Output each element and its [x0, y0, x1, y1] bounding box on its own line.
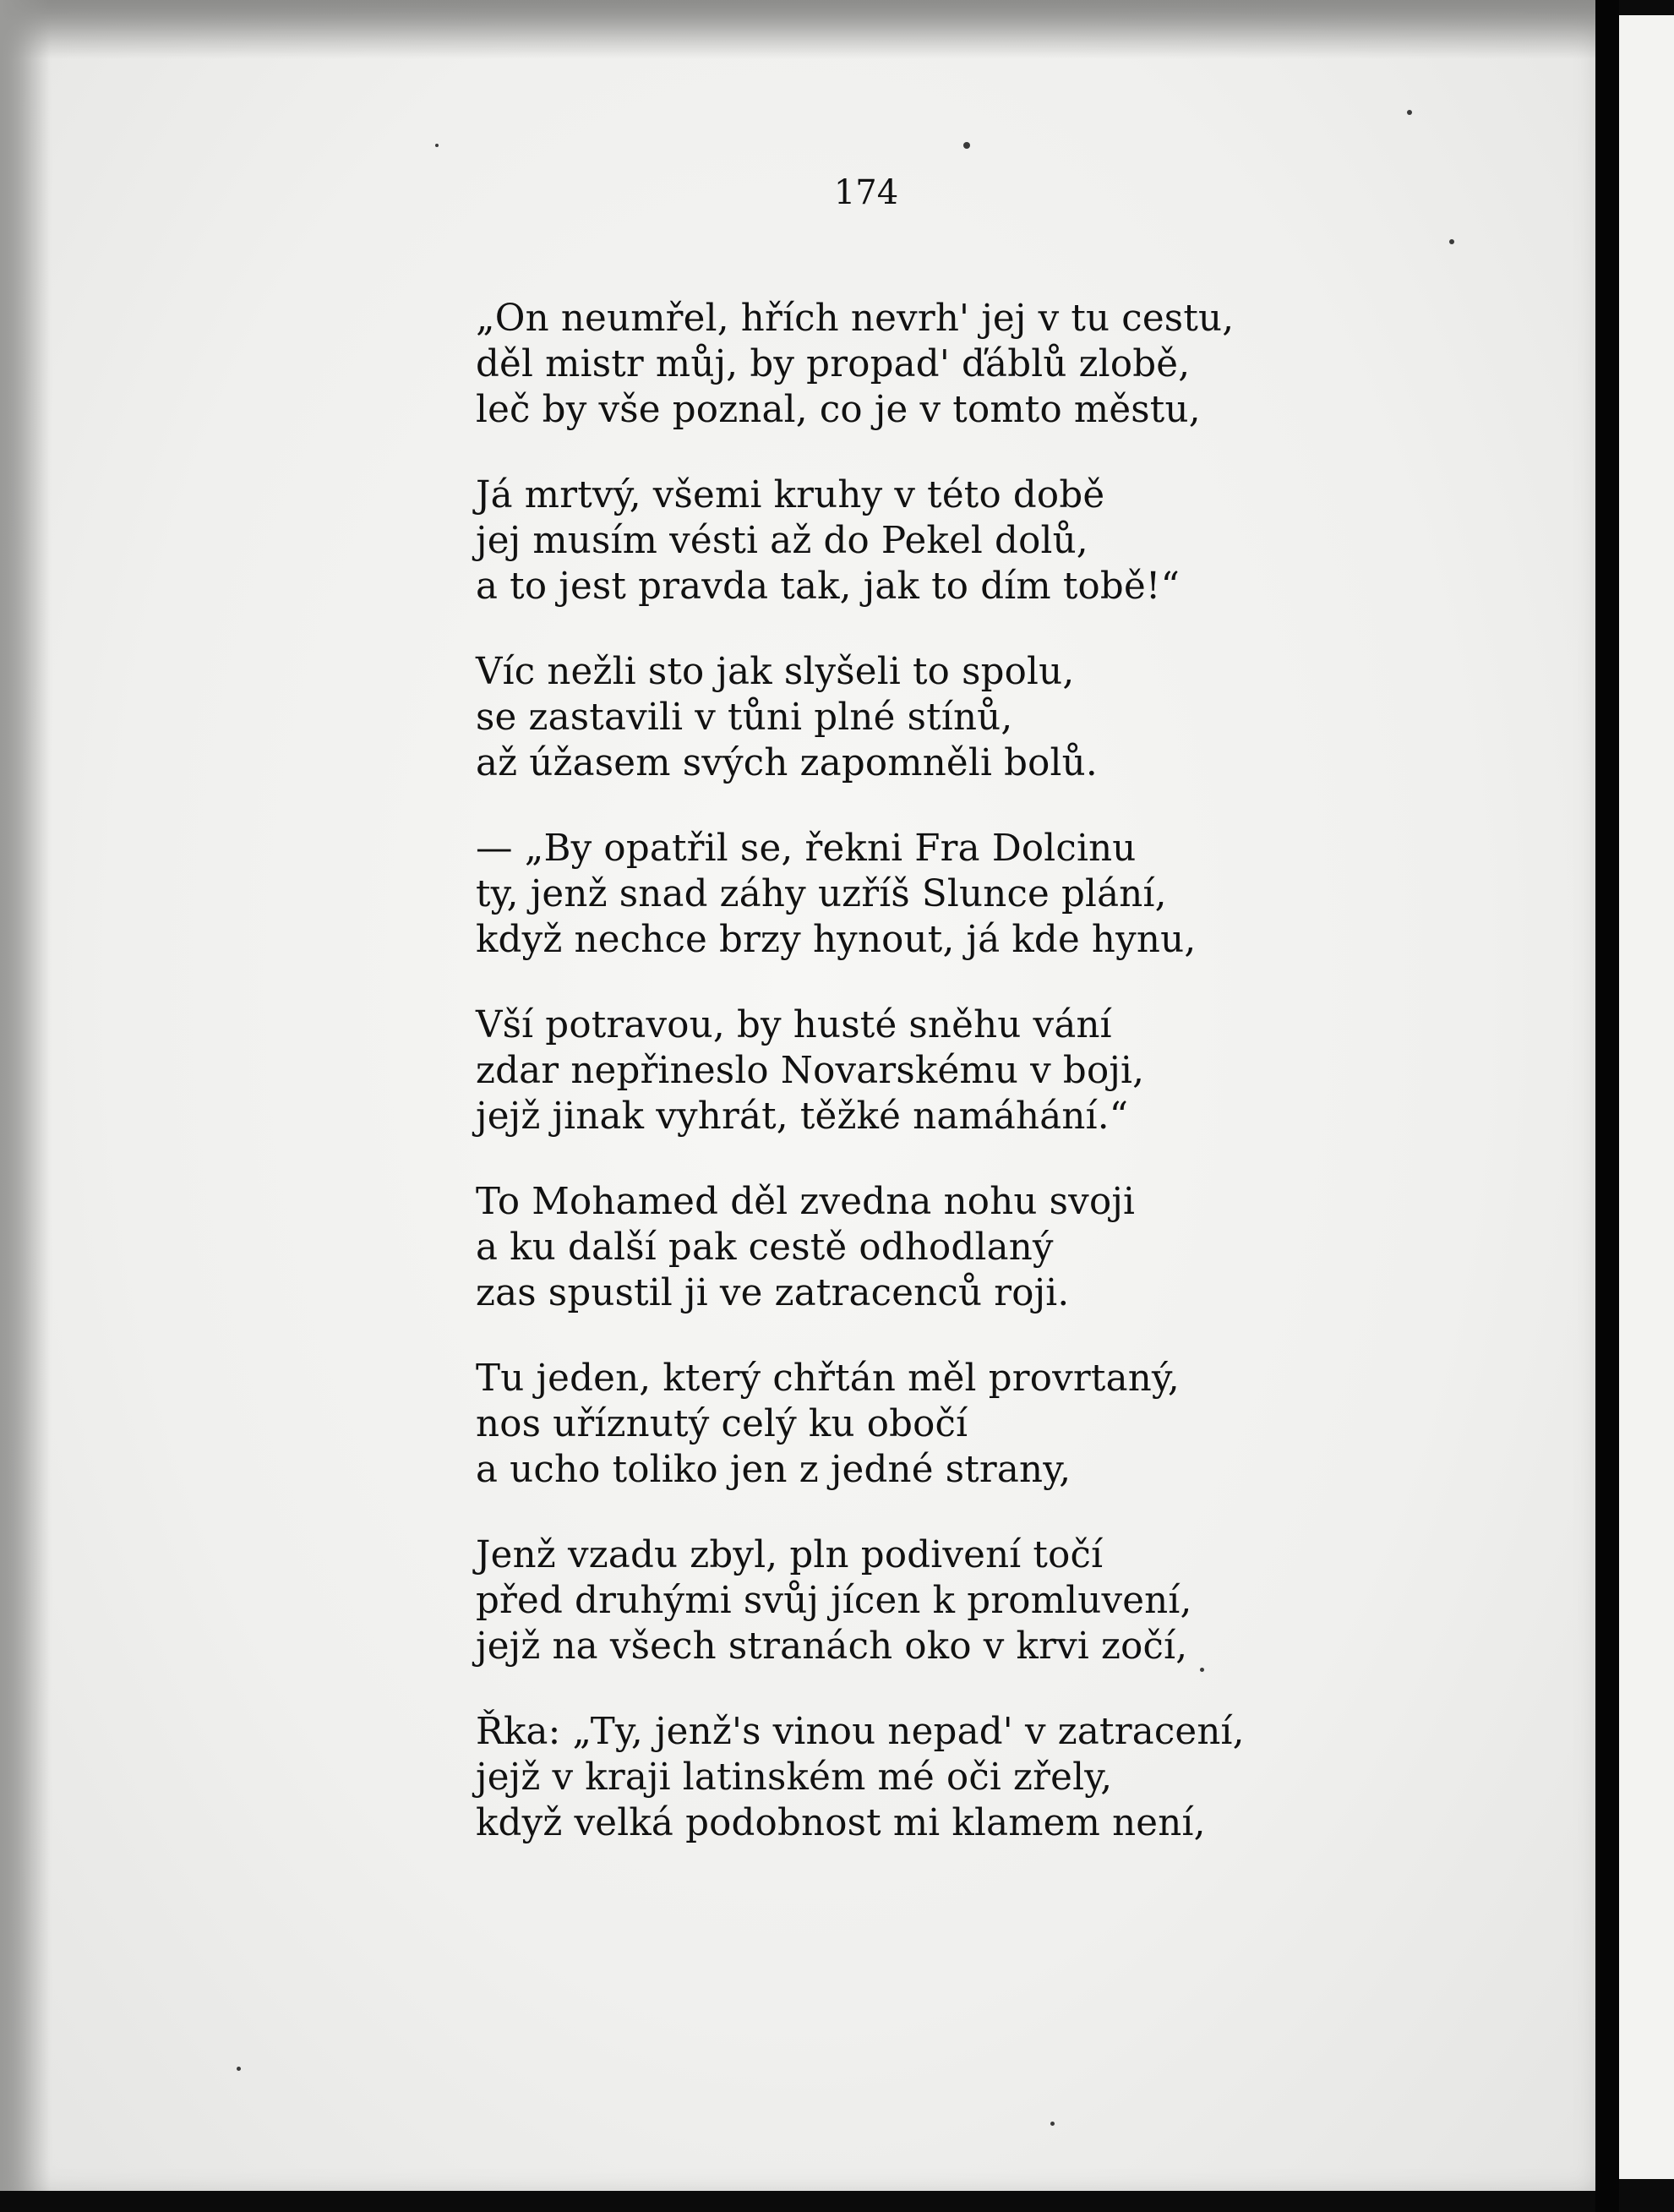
stanza — [476, 1709, 1405, 1846]
book-gutter — [1595, 0, 1619, 2212]
verse-line: „On neumřel, hřích nevrh' jej v tu cestu, — [476, 298, 1235, 340]
dust-speck — [1449, 239, 1454, 244]
verse-line: až úžasem svých zapomněli bolů. — [476, 742, 1098, 784]
dust-speck — [435, 144, 439, 147]
verse-line: se zastavili v tůni plné stínů, — [476, 696, 1013, 739]
verse-line: zdar nepřineslo Novarskému v boji, — [476, 1050, 1145, 1092]
verse-line: a ku další pak cestě odhodlaný — [476, 1226, 1054, 1269]
dust-speck — [963, 142, 970, 149]
page-number: 174 — [833, 173, 899, 212]
next-page-edge — [1619, 15, 1674, 2179]
verse-line: když velká podobnost mi klamem není, — [476, 1802, 1206, 1844]
verse-line: jejž na všech stranách oko v krvi zočí, — [476, 1625, 1188, 1668]
verse-line: když nechce brzy hynout, já kde hynu, — [476, 919, 1197, 961]
verse-line: Vší potravou, by husté sněhu vání — [476, 1004, 1112, 1046]
verse-line: Já mrtvý, všemi kruhy v této době — [476, 474, 1105, 516]
verse-line: před druhými svůj jícen k promluvení, — [476, 1580, 1192, 1622]
stanza — [476, 472, 1405, 609]
verse-line: nos uříznutý celý ku obočí — [476, 1403, 968, 1445]
verse-line: zas spustil ji ve zatracenců roji. — [476, 1272, 1070, 1314]
verse-line: jej musím vésti až do Pekel dolů, — [476, 520, 1088, 562]
verse-line: ty, jenž snad záhy uzříš Slunce plání, — [476, 873, 1167, 915]
stanza — [476, 296, 1405, 433]
verse-line: jejž jinak vyhrát, těžké namáhání.“ — [476, 1095, 1129, 1138]
verse-line: Jenž vzadu zbyl, pln podivení točí — [476, 1534, 1104, 1576]
stanza — [476, 1356, 1405, 1493]
dust-speck — [1407, 110, 1412, 115]
page-left-shadow — [0, 0, 51, 2191]
verse-line: Víc nežli sto jak slyšeli to spolu, — [476, 651, 1075, 693]
verse-line: a ucho toliko jen z jedné strany, — [476, 1449, 1071, 1491]
verse-line: leč by vše poznal, co je v tomto městu, — [476, 389, 1201, 431]
stanza — [476, 649, 1405, 786]
stanza — [476, 1179, 1405, 1316]
verse-line: jejž v kraji latinském mé oči zřely, — [476, 1756, 1113, 1799]
verse-line: To Mohamed děl zvedna nohu svoji — [476, 1181, 1136, 1223]
dust-speck — [1050, 2122, 1055, 2126]
poem-text — [476, 296, 1405, 1886]
verse-line: Řka: „Ty, jenž's vinou nepad' v zatracení, — [476, 1711, 1245, 1753]
page-top-shadow — [0, 0, 1595, 59]
verse-line: děl mistr můj, by propad' ďáblů zlobě, — [476, 343, 1191, 385]
verse-line: — „By opatřil se, řekni Fra Dolcinu — [476, 827, 1137, 870]
stanza — [476, 1532, 1405, 1669]
stanza — [476, 826, 1405, 963]
dust-speck — [237, 2067, 241, 2071]
verse-line: Tu jeden, který chřtán měl provrtaný, — [476, 1357, 1180, 1400]
verse-line: a to jest pravda tak, jak to dím tobě!“ — [476, 565, 1181, 608]
stanza — [476, 1002, 1405, 1139]
